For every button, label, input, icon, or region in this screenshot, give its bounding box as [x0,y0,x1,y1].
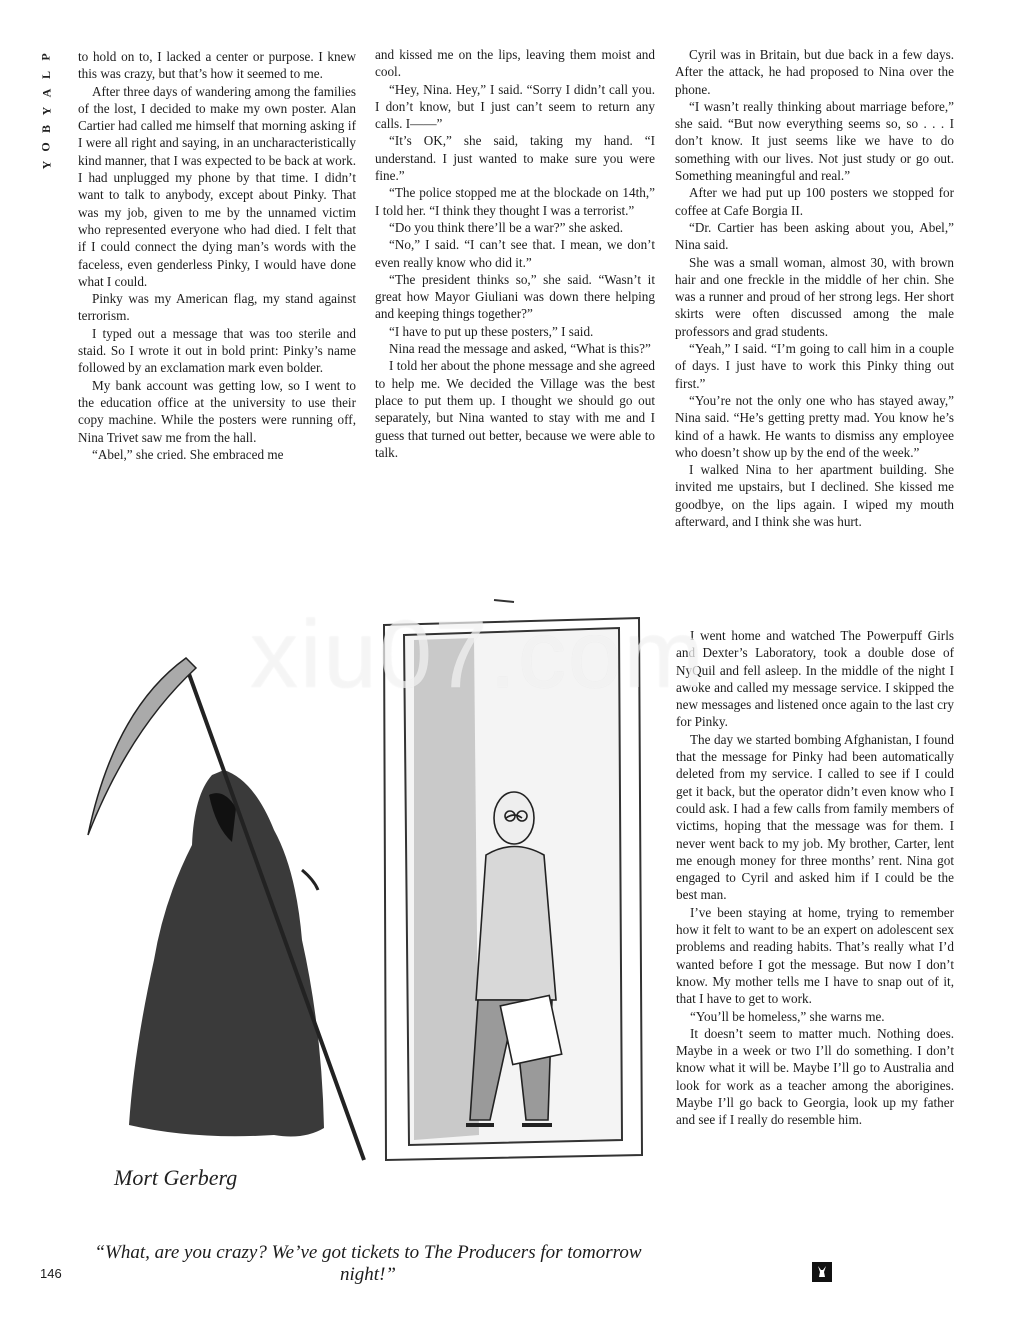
sidebar-letter: A [38,88,53,98]
paragraph: “Yeah,” I said. “I’m going to call him in a couple of days. I just have to work this Pinky thing out first.” [675,341,954,391]
paragraph: “Do you think there’ll be a war?” she asked. [389,219,623,235]
paragraph: Nina read the message and asked, “What is this?” [389,341,651,357]
paragraph: I told her about the phone message and she agreed to help me. We decided the Village was the best place to put them up. I thought we should go out separately, but Nina wanted to stay with me and I guess that turned out better, because we were able to talk. [375,358,655,460]
sidebar-letter: Y [38,106,53,116]
watermark: xiu07.com [250,601,706,708]
page-number: 146 [40,1266,62,1281]
text-column-3 [675,46,954,530]
paragraph: “You’ll be homeless,” she warns me. [690,1008,885,1024]
paragraph: It doesn’t seem to matter much. Nothing does. Maybe in a week or two I’ll do something. I don’t know what it will be. Maybe I’ll go to Australia and look for work as a teacher among the aborigines. Maybe I’ll go back to Georgia, look up my father and see if I really do resemble him. [676,1025,954,1128]
paragraph: I’ve been staying at home, trying to remember how it felt to want to be an expert on adolescent sex problems and reading habits. That’s really what I’d wanted before I got the message. But now I don’t know. My mother tells me I have to snap out of it, that I have to get to work. [676,904,954,1007]
text-column-3-continued [676,627,954,1129]
end-bunny-icon [812,1262,832,1282]
grim-reaper-figure [88,658,364,1160]
paragraph: to hold on to, I lacked a center or purpose. I knew this was crazy, but that’s how it seemed to me. [78,49,356,82]
paragraph: I typed out a message that was too sterile and staid. So I wrote it out in bold print: Pinky’s name followed by an exclamation mark even bolder. [78,325,356,376]
paragraph: “The president thinks so,” she said. “Wasn’t it great how Mayor Giuliani was down there helping and keeping things together?” [375,271,655,322]
paragraph: “The police stopped me at the blockade on 14th,” I told her. “I think they thought I was a terrorist.” [375,185,655,218]
artist-signature: Mort Gerberg [114,1165,238,1190]
sidebar-letter: Y [38,160,53,170]
paragraph: I walked Nina to her apartment building. She invited me upstairs, but I declined. She kissed me goodbye, on the lips again. I wiped my mouth afterward, and I think she was hurt. [675,462,954,530]
cartoon-caption: “What, are you crazy? We’ve got tickets to The Producers for tomorrow night!” [94,1242,642,1285]
sidebar-letter: L [38,70,53,80]
paragraph: “It’s OK,” she said, taking my hand. “I understand. I just wanted to make sure you were fine.” [375,133,655,184]
paragraph: and kissed me on the lips, leaving them moist and cool. [375,47,655,80]
paragraph: My bank account was getting low, so I went to the education office at the university to use their copy machine. While the posters were running off, Nina Trivet saw me from the hall. [78,377,356,445]
text-column-2 [375,46,655,461]
room-shadow [414,638,479,1140]
cartoon-illustration [74,580,674,1220]
sidebar-letter: P [39,53,53,61]
paragraph: I went home and watched The Powerpuff Girls and Dexter’s Laboratory, took a double dose of NyQuil and fell asleep. In the middle of the night I awoke and called my message service. I skipped the new messages and listened once again to the last cry for Pinky. [676,628,954,730]
paragraph: After we had put up 100 posters we stopped for coffee at Cafe Borgia II. [675,185,954,218]
paragraph: “Abel,” she cried. She embraced me [92,446,284,462]
paragraph: “I wasn’t really thinking about marriage before,” she said. “But now everything seems so, so . . . I don’t know. It just seems like we have to do something with our lives. Not just study or go out. Something meaningful and real.” [675,98,954,184]
paragraph: “Hey, Nina. Hey,” I said. “Sorry I didn’t call you. I don’t know, but I just can’t seem to return any calls. I——” [375,81,655,132]
sidebar-letter: B [38,124,53,134]
sidebar-letter: O [39,142,53,152]
paragraph: After three days of wandering among the families of the lost, I decided to make my own poster. Alan Cartier had called me himself that morning asking if I were all right and saying, in an uncharacteristically kind manner, that I was expected to be back at work. I had unplugged my phone by that time. I didn’t want to talk to anybody, except about Pinky. That was my job, given to me by the unnamed victim who represented everyone who had died. I felt that if I could connect the dying man’s words with the faceless, even genderless Pinky, I would have done what I could. [78,83,356,289]
paragraph: The day we started bombing Afghanistan, I found that the message for Pinky had been automatically deleted from my service. I called to see if I could get it back, but the operator didn’t even know who I could ask. I had a few calls from family members of victims, hoping that the message was for them. I never went back to my job. My brother, Carter, lent me enough money for three months’ rent. Nina got engaged to Cyril and asked him if I could be the best man. [676,731,954,903]
paragraph: Cyril was in Britain, but due back in a few days. After the attack, he had proposed to Nina over the phone. [675,47,954,97]
paragraph: Pinky was my American flag, my stand against terrorism. [78,291,356,324]
paragraph: She was a small woman, almost 30, with brown hair and one freckle in the middle of her chin. She was a runner and proud of her strong legs. Her short skirts were often discussed among the male professors and grad students. [675,254,954,339]
text-column-1 [78,48,356,463]
paragraph: “No,” I said. “I can’t see that. I mean, we don’t even really know who did it.” [375,237,655,270]
paragraph: “I have to put up these posters,” I said. [389,323,594,339]
paragraph: “You’re not the only one who has stayed away,” Nina said. “He’s getting pretty mad. You know he’s kind of a hawk. He wants to dismiss any employee who doesn’t show up by the end of the week.” [675,392,954,460]
paragraph: “Dr. Cartier has been asking about you, Abel,” Nina said. [675,219,954,253]
magazine-sidebar-logo [38,48,54,174]
